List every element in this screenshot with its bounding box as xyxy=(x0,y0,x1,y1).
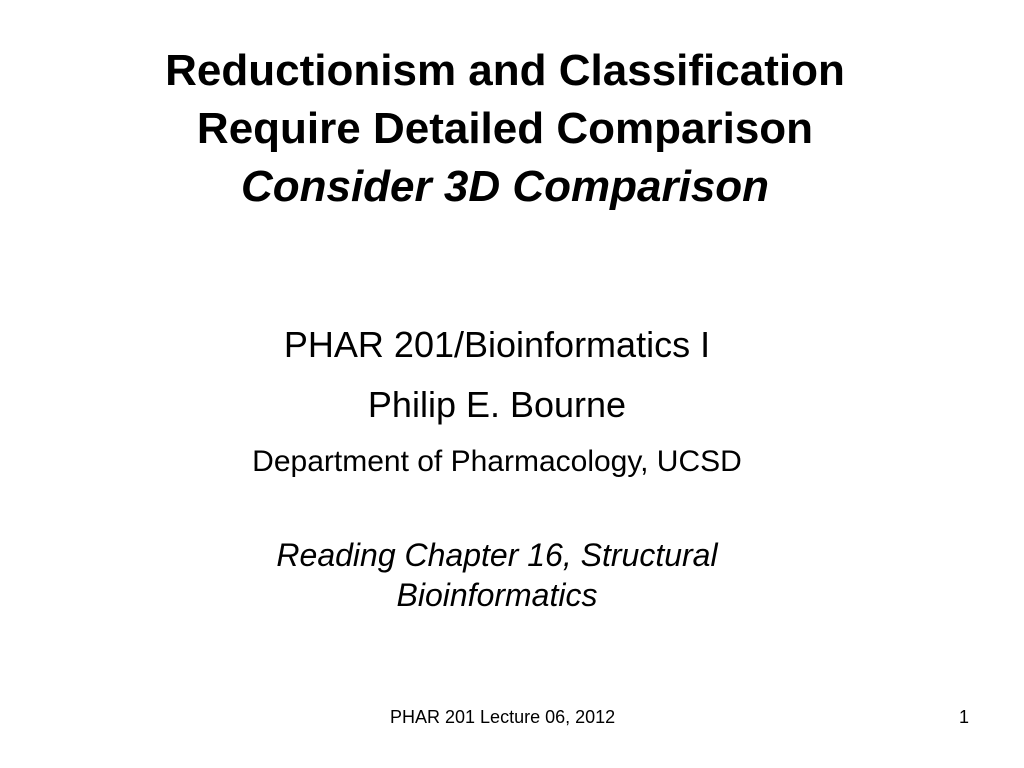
reading-line-2: Bioinformatics xyxy=(396,577,598,613)
page-number: 1 xyxy=(958,707,969,727)
title-line-1: Reductionism and Classification xyxy=(165,46,845,95)
department: Department of Pharmacology, UCSD xyxy=(252,445,742,478)
title-line-2: Require Detailed Comparison xyxy=(196,104,814,153)
footer-lecture: PHAR 201 Lecture 06, 2012 xyxy=(390,707,616,727)
slide-subtitle xyxy=(40,325,954,615)
course-name: PHAR 201/Bioinformatics I xyxy=(283,324,711,365)
title-line-3: Consider 3D Comparison xyxy=(240,162,770,211)
reading-assignment xyxy=(40,535,954,615)
reading-line-1: Reading Chapter 16, Structural xyxy=(276,537,718,573)
slide-title xyxy=(40,42,970,216)
author-name: Philip E. Bourne xyxy=(367,384,627,425)
